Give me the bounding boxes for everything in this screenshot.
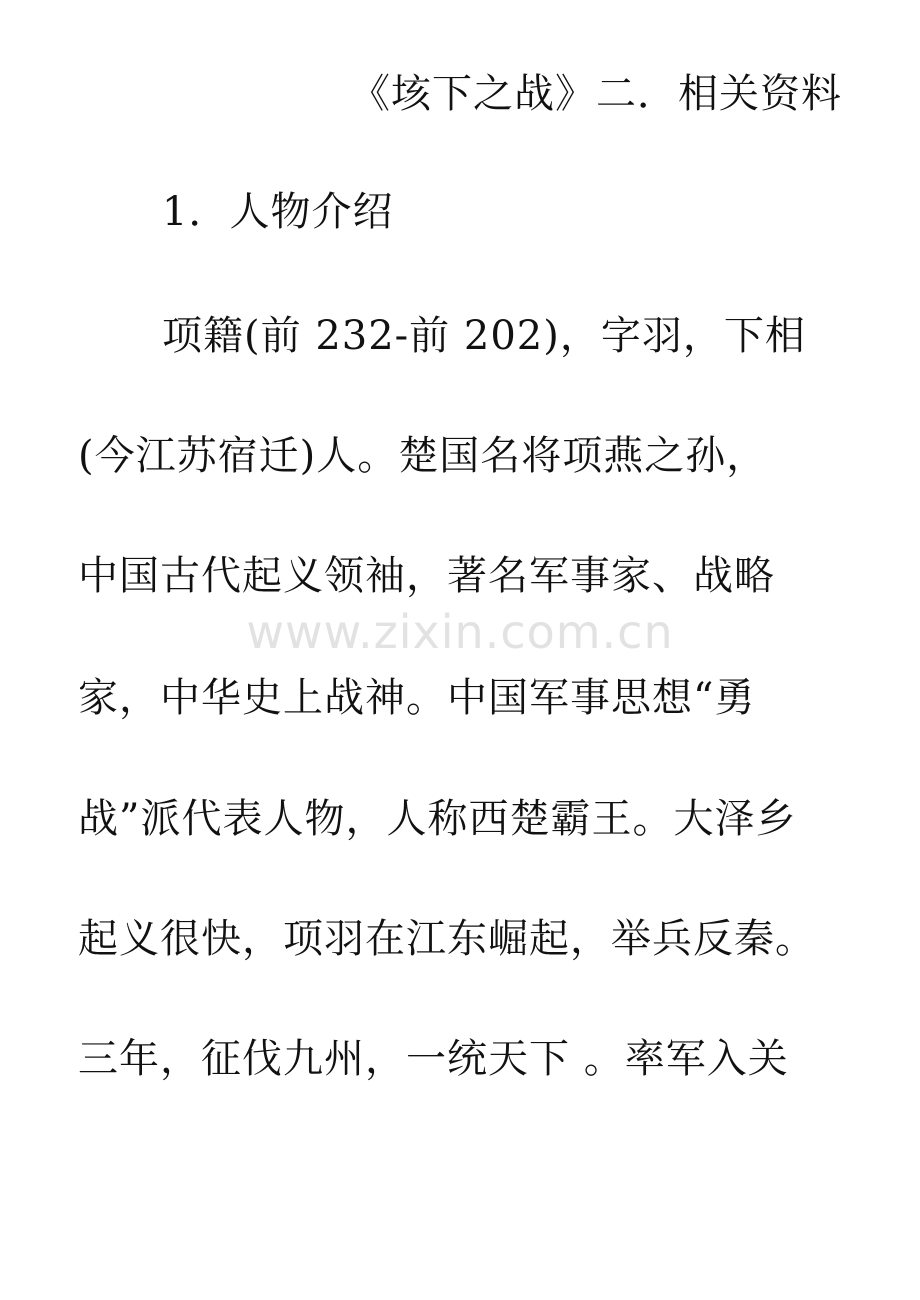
paragraph-line: (今江苏宿迁)人。楚国名将项燕之孙，: [78, 433, 768, 479]
paragraph-line: 中国古代起义领袖，著名军事家、战略: [78, 553, 775, 599]
section-heading: 1．人物介绍: [162, 189, 394, 235]
document-title: 《垓下之战》二．相关资料: [350, 71, 842, 117]
paragraph-line: 三年，征伐九州，一统天下 。率军入关: [78, 1036, 789, 1082]
paragraph-line: 项籍(前 232-前 202)，字羽，下相: [162, 313, 806, 359]
paragraph-line: 家，中华史上战神。中国军事思想“勇: [78, 675, 756, 721]
watermark: www.zixin.com.cn: [246, 605, 674, 659]
paragraph-line: 起义很快，项羽在江东崛起，举兵反秦。: [78, 916, 816, 962]
paragraph-line: 战”派代表人物，人称西楚霸王。大泽乡: [78, 796, 797, 842]
